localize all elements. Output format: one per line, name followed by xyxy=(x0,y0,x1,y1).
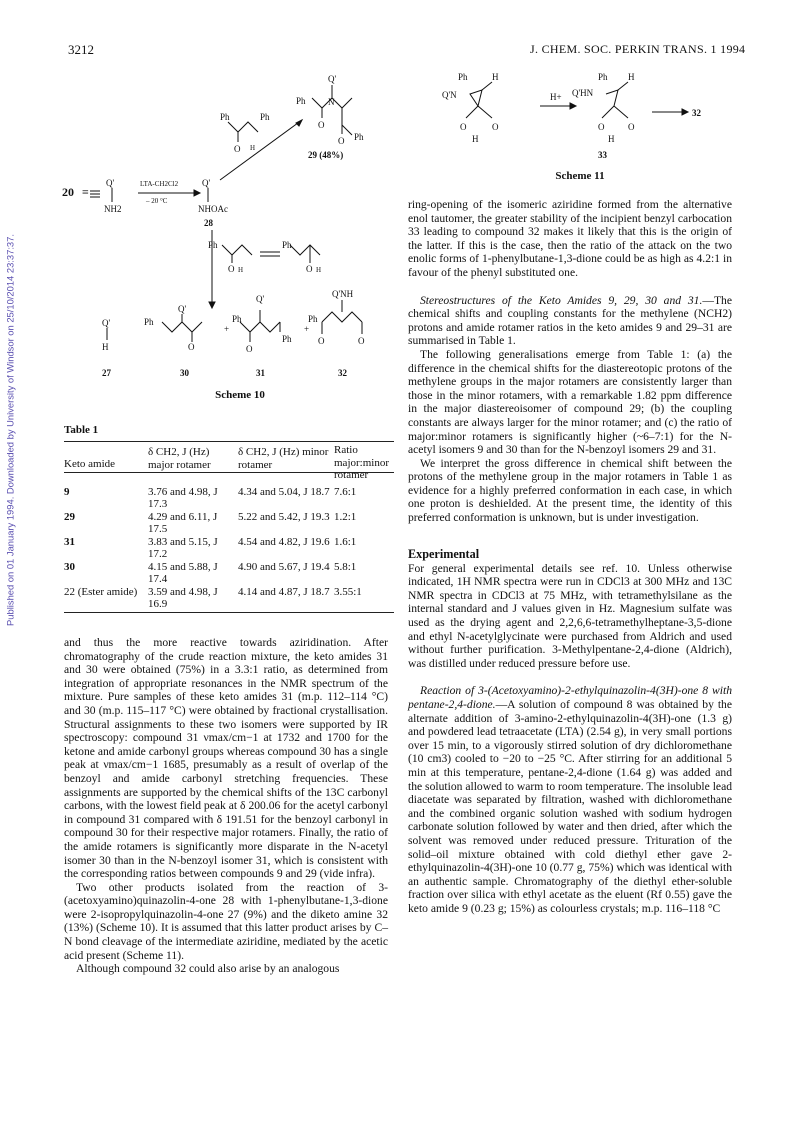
scheme-10-figure xyxy=(60,60,400,400)
journal-header: J. CHEM. SOC. PERKIN TRANS. 1 1994 xyxy=(530,42,746,56)
svg-text:H: H xyxy=(472,134,479,144)
svg-text:H: H xyxy=(492,72,499,82)
svg-text:Ph: Ph xyxy=(458,72,468,82)
compound-27-label: 27 xyxy=(102,368,111,378)
paragraph: Although compound 32 could also arise by an analogous xyxy=(76,962,340,976)
svg-text:Ph: Ph xyxy=(296,96,306,106)
svg-text:Ph: Ph xyxy=(208,240,218,250)
svg-text:H: H xyxy=(608,134,615,144)
table-row: 31 3.83 and 5.15, J 17.2 4.54 and 4.82, J 19.6 1.6:1 xyxy=(64,535,357,560)
svg-text:H: H xyxy=(316,266,322,274)
scheme-11-caption: Scheme 11 xyxy=(555,170,605,182)
svg-text:Q': Q' xyxy=(102,318,111,328)
table-row: 29 4.29 and 6.11, J 17.5 5.22 and 5.42, J 19.3 1.2:1 xyxy=(64,510,357,535)
paragraph: ring-opening of the isomeric aziridine formed from the alternative enol tautomer, the greater stability of the incipient benzyl carbocation 33 leading to compound 32 makes it likely that this is the origin of the latter. If this is the case, then the ratio of the attack on the two enolic forms of 1-phenylbutane-1,3-dione could be as high as 4.2:1 in favour of the phenyl substituted one. xyxy=(408,198,732,279)
svg-text:Q': Q' xyxy=(106,178,115,188)
compound-33-label: 33 xyxy=(598,150,607,160)
compound-20-label: 20 xyxy=(62,185,74,199)
scheme-10-caption: Scheme 10 xyxy=(215,389,265,401)
svg-text:Q': Q' xyxy=(328,74,337,84)
svg-text:Ph: Ph xyxy=(232,314,242,324)
table-row: 22 (Ester amide) 3.59 and 4.98, J 16.9 4.14 and 4.87, J 18.7 3.55:1 xyxy=(64,585,362,610)
right-column-text xyxy=(408,198,732,916)
paragraph: Two other products isolated from the reaction of 3-(acetoxyamino)quinazolin-4-one 28 with 1-phenylbutane-1,3-dione were 2-isopropylquinazolin-4-one 27 (9%) and the diketo amine 32 (13%) (Scheme 10). It is assumed that this latter product arises by C–N bond cleavage of the intermediate aziridine, mediated by the acetic acid present (Scheme 11). xyxy=(64,880,388,962)
svg-text:NH2: NH2 xyxy=(104,204,122,214)
compound-30-label: 30 xyxy=(180,368,189,378)
svg-text:NHOAc: NHOAc xyxy=(198,204,228,214)
paragraph: and thus the more reactive towards aziridination. After chromatography of the crude reaction mixture, the keto amides 31 and 30 were obtained (75%) in a 3.3:1 ratio, as determined from integration of appropriate resonances in the NMR spectrum of the mixture. Pure samples of these keto amides 31 (m.p. 112–114 °C) and 30 (m.p. 115–117 °C) were obtained by fractional crystallisation. Structural assignments to these two isomers were supported by IR spectroscopy: compound 31 νmax/cm−1 at 1732 and 1700 for the ketone and amide carbonyl groups whereas compound 30 has a single peak at νmax/cm−1 1685, presumably as a result of overlap of the benzoyl and amide carbonyl stretching frequencies. These assignments are supported by the chemical shifts of the 13C carbonyl carbons, with the lowest field peak at δ 200.06 for the acetyl carbonyl in compound 31 compared with δ 191.51 for the benzoyl carbonyl in compound 30 for their respective major rotamers. Finally, the ratio of the amide rotamers is significantly more disparate in the N-acetyl isomer 30 than in the N-benzoyl isomer 31, which is consistent with the corresponding ratios between compounds 9 and 29 (vide infra). xyxy=(64,636,388,881)
svg-text:O: O xyxy=(628,122,635,132)
svg-text:Ph: Ph xyxy=(220,112,230,122)
svg-text:Ph: Ph xyxy=(144,317,154,327)
section-heading: Experimental xyxy=(408,546,480,561)
download-notice: Published on 01 January 1994. Downloaded by University of Windsor on 25/10/2014 23:37:37. xyxy=(4,234,16,626)
svg-text:O: O xyxy=(234,144,241,154)
svg-text:Ph: Ph xyxy=(354,132,364,142)
table-1 xyxy=(64,444,394,611)
paragraph: Reaction of 3-(Acetoxyamino)-2-ethylquinazolin-4(3H)-one 8 with pentane-2,4-dione.—A solution of compound 8 was obtained by the alternate addition of 3-amino-2-ethylquinazolin-4(3H)-one (1.3 g) and powdered lead tetraacetate (LTA) (2.54 g), in very small portions over 15 min, to a vigorously stirred solution of dry dichloromethane (10 cm3) cooled to −20 to −25 °C. After stirring for an additional 5 min at this temperature, pentane-2,4-dione (1.64 g) was added and the solution allowed to warm to room temperature. The insoluble lead diacetate was separated by filtration, washed with dichloromethane and the combined organic solution washed with sodium hydrogen carbonate solution followed by water and then dried, after which the solvent was removed under reduced pressure. Trituration of the solid–oil mixture obtained with cold diethyl ether gave 2-ethylquinazolin-4(3H)-one 10 (0.77 g, 75%) which was identical with an authentic sample. Chromatography of the diethyl ether-soluble fraction over silica with ethyl acetate as the eluent (Rf 0.55) gave the keto amide 9 (0.23 g; 15%) as colourless crystals; m.p. 116–118 °C xyxy=(408,684,733,915)
svg-text:O: O xyxy=(228,264,235,274)
svg-text:H+: H+ xyxy=(550,92,562,102)
svg-text:O: O xyxy=(246,344,253,354)
svg-text:LTA-CH2Cl2: LTA-CH2Cl2 xyxy=(140,180,179,188)
compound-32-label: 32 xyxy=(338,368,347,378)
table-row: 30 4.15 and 5.88, J 17.4 4.90 and 5.67, J 19.4 5.8:1 xyxy=(64,560,357,585)
table-1-title: Table 1 xyxy=(64,424,99,436)
page-number: 3212 xyxy=(68,42,94,57)
svg-text:H: H xyxy=(250,144,256,152)
compound-28-label: 28 xyxy=(204,218,213,228)
paragraph: Stereostructures of the Keto Amides 9, 29, 30 and 31.—The chemical shifts and coupling constants for the methylene (NCH2) protons and amide rotamer ratios in the keto amides 9 and 29–31 are summarised in Table 1. xyxy=(408,293,732,348)
paragraph: We interpret the gross difference in chemical shift between the protons of the methylene group in the major rotamers in Table 1 as evidence for a highly preferred conformation in each case, in which one proton is deshielded. At the present time, the identity of this preferred conformation is unknown, but is under investigation. xyxy=(408,456,732,525)
svg-text:≡: ≡ xyxy=(82,185,89,199)
compound-31-label: 31 xyxy=(256,368,265,378)
svg-text:Ph: Ph xyxy=(260,112,270,122)
paragraph: For general experimental details see ref. 10. Unless otherwise indicated, 1H NMR spectra were run in CDCl3 at 300 MHz and 13C NMR spectra in CDCl3 at 75 MHz, with tetramethylsilane as the internal standard and J values given in Hz. Magnesium sulfate was used as the drying agent and 2,2,6,6-tetramethylheptane-3,5-dione and ethyl N-acetylglycinate were purchased from Aldrich and used without further purification. 3-Methylpentane-2,4-dione (Aldrich), was distilled under reduced pressure before use. xyxy=(408,561,732,670)
svg-text:Ph: Ph xyxy=(282,334,292,344)
svg-text:+: + xyxy=(224,324,230,334)
svg-text:Q': Q' xyxy=(256,294,265,304)
scheme-11-figure xyxy=(420,72,740,162)
compound-29-label: 29 (48%) xyxy=(308,150,344,160)
svg-text:H: H xyxy=(102,342,109,352)
svg-text:O: O xyxy=(318,336,325,346)
svg-text:O: O xyxy=(460,122,467,132)
table-header-row: Keto amide δ CH2, J (Hz) major rotamer δ CH2, J (Hz) minor rotamer Ratio major:minor rotamer xyxy=(64,444,389,481)
svg-text:O: O xyxy=(188,342,195,352)
svg-text:Q'N: Q'N xyxy=(442,90,457,100)
svg-text:H: H xyxy=(238,266,244,274)
svg-text:O: O xyxy=(598,122,605,132)
svg-text:O: O xyxy=(338,136,345,146)
table-row: 9 3.76 and 4.98, J 17.3 4.34 and 5.04, J 18.7 7.6:1 xyxy=(64,485,357,510)
svg-text:O: O xyxy=(358,336,365,346)
svg-text:O: O xyxy=(318,120,325,130)
svg-text:H: H xyxy=(628,72,635,82)
svg-text:Q': Q' xyxy=(202,178,211,188)
svg-text:Ph: Ph xyxy=(282,240,292,250)
svg-text:O: O xyxy=(492,122,499,132)
paragraph: The following generalisations emerge from Table 1: (a) the difference in the chemical shifts for the diastereotopic protons of the methylene groups in the major rotamers are consistently larger than those in the minor rotamers, with a remarkable 1.82 ppm difference in the major diastereoisomer of compound 29; (b) the coupling constants are always larger for the minor rotamer; and (c) the ratio of major:minor rotamers is significantly higher (~6–7:1) for the N-acetyl isomers 9 and 30 than for the N-benzoyl isomers 29 and 31. xyxy=(408,347,732,457)
svg-text:32: 32 xyxy=(692,108,701,118)
left-column-text xyxy=(64,636,388,976)
svg-text:Q'NH: Q'NH xyxy=(332,289,354,299)
svg-text:O: O xyxy=(306,264,313,274)
svg-text:Ph: Ph xyxy=(308,314,318,324)
svg-text:– 20 °C: – 20 °C xyxy=(146,197,168,205)
svg-text:Q': Q' xyxy=(178,304,187,314)
svg-text:Ph: Ph xyxy=(598,72,608,82)
svg-text:+: + xyxy=(304,324,310,334)
svg-text:Q'HN: Q'HN xyxy=(572,88,594,98)
svg-text:N: N xyxy=(328,97,335,107)
